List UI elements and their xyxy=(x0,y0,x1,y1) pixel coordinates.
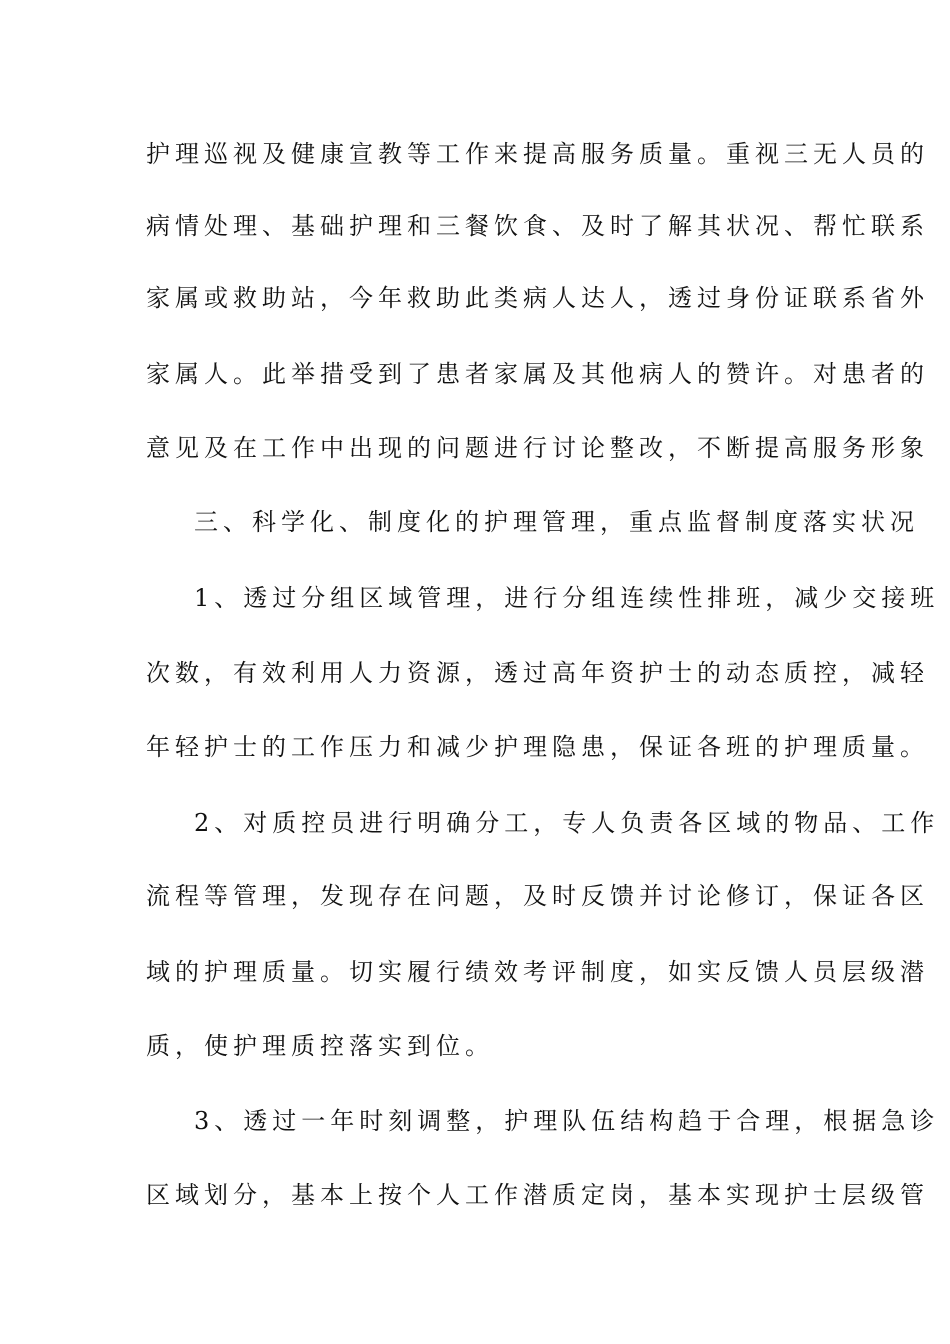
text-line: 护理巡视及健康宣教等工作来提高服务质量。重视三无人员的 xyxy=(146,140,929,168)
text-line: 家属人。此举措受到了患者家属及其他病人的赞许。对患者的 xyxy=(146,360,929,388)
paragraph-start: 3、透过一年时刻调整，护理队伍结构趋于合理，根据急诊 xyxy=(194,1107,940,1135)
section-heading: 三、科学化、制度化的护理管理，重点监督制度落实状况 xyxy=(194,508,919,536)
paragraph-start: 1、透过分组区域管理，进行分组连续性排班，减少交接班 xyxy=(194,584,940,612)
text-line: 意见及在工作中出现的问题进行讨论整改，不断提高服务形象 xyxy=(146,434,929,462)
text-line: 质，使护理质控落实到位。 xyxy=(146,1032,494,1060)
text-line: 年轻护士的工作压力和减少护理隐患，保证各班的护理质量。 xyxy=(146,733,929,761)
paragraph-start: 2、对质控员进行明确分工，专人负责各区域的物品、工作 xyxy=(194,809,940,837)
text-line: 流程等管理，发现存在问题，及时反馈并讨论修订，保证各区 xyxy=(146,882,929,910)
text-line: 病情处理、基础护理和三餐饮食、及时了解其状况、帮忙联系 xyxy=(146,212,929,240)
text-line: 域的护理质量。切实履行绩效考评制度，如实反馈人员层级潜 xyxy=(146,958,929,986)
text-line: 次数，有效利用人力资源，透过高年资护士的动态质控，减轻 xyxy=(146,659,929,687)
text-line: 家属或救助站，今年救助此类病人达人，透过身份证联系省外 xyxy=(146,284,929,312)
text-line: 区域划分，基本上按个人工作潜质定岗，基本实现护士层级管 xyxy=(146,1181,929,1209)
